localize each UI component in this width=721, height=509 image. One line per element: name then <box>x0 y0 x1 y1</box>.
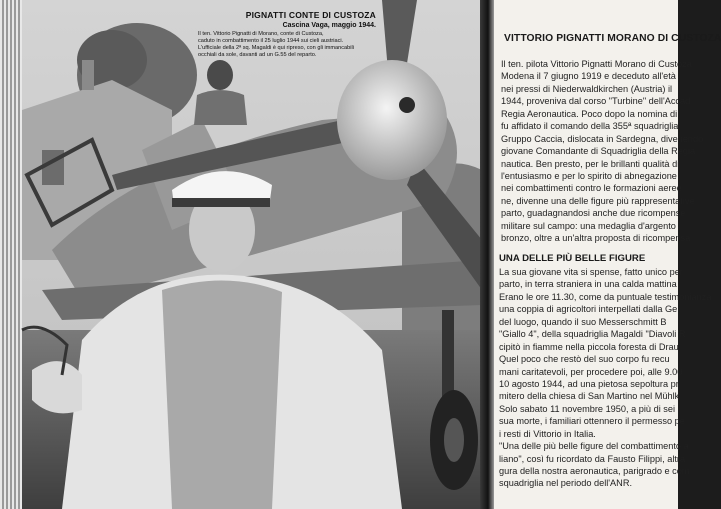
caption-title: PIGNATTI CONTE DI CUSTOZA <box>245 10 376 20</box>
paragraph-biography <box>501 58 704 245</box>
text-line: 1944, proveniva dal corso "Turbine" dell'Accad <box>501 96 691 107</box>
text-line: Modena il 7 giugno 1919 e deceduto all'età <box>501 71 676 82</box>
text-line: militare sul campo: una medaglia d'argento <box>501 220 676 231</box>
text-line: del luogo, quando il suo Messerschmitt B <box>499 316 667 327</box>
right-page <box>494 0 721 509</box>
text-line: nei pressi di Niederwaldkirchen (Austria) il <box>501 83 673 94</box>
text-line: Erano le ore 11.30, come da puntuale testimonianza <box>499 291 712 302</box>
article-title: VITTORIO PIGNATTI MORANO DI CUSTOZA <box>504 33 721 44</box>
mechanic <box>207 60 233 90</box>
text-line: Il ten. pilota Vittorio Pignatti Morano di Custoza <box>501 59 692 69</box>
photo-caption <box>198 10 376 59</box>
page-edge-stack <box>0 0 22 509</box>
text-line: Solo sabato 11 novembre 1950, a più di sei <box>499 403 676 414</box>
text-line: ne, divenne una delle figure più rappresentative <box>501 195 695 206</box>
text-line: mitero della chiesa di San Martino nel Mühlk <box>499 391 680 402</box>
text-line: squadriglia nel periodo dell'ANR. <box>499 478 633 489</box>
text-line: Quel poco che restò del suo corpo fu recu <box>499 354 670 365</box>
text-line: giovane Comandante di Squadriglia della Regia <box>501 146 696 157</box>
text-line: nautica. Ben presto, per le brillanti qualità di <box>501 158 680 169</box>
text-line: parto, guadagnandosi anche due ricompense <box>501 208 686 219</box>
text-line: una coppia di agricoltori interpellati dalla Ge <box>499 304 678 315</box>
text-line: cipitò in fiamme nella piccola foresta di Drau <box>499 341 679 352</box>
text-line: 10 agosto 1944, ad una pietosa sepoltura pr <box>499 378 679 389</box>
section-title: UNA DELLE PIÙ BELLE FIGURE <box>499 253 646 264</box>
caption-body <box>198 31 376 59</box>
propeller-spinner <box>337 60 447 180</box>
text-line: Gruppo Caccia, dislocata in Sardegna, divenendo <box>501 133 704 144</box>
caption-line: L'ufficiale della 2ª sq. Magaldi è qui ripreso, con gli immancabili <box>198 45 355 51</box>
text-line: La sua giovane vita si spense, fatto unico per <box>499 267 683 277</box>
text-line: i resti di Vittorio in Italia. <box>499 428 596 439</box>
text-line: "Una delle più belle figure del combattimento a <box>499 441 689 452</box>
text-line: "Giallo 4", della squadriglia Magaldi "Diavoli R <box>499 329 686 340</box>
text-line: mani caritatevoli, per procedere poi, alle 9.00 <box>499 366 683 377</box>
text-line: fu affidato il comando della 355ª squadriglia <box>501 121 679 132</box>
caption-subtitle: Cascina Vaga, maggio 1944. <box>282 22 376 29</box>
text-line: parto, in terra straniera in una calda mattina <box>499 279 677 290</box>
paragraph-death <box>499 266 712 490</box>
photo-pilot-and-aircraft <box>22 0 482 509</box>
text-line: liano", così fu ricordato da Fausto Filippi, altra <box>499 453 686 464</box>
text-line: l'entusiasmo e per lo spirito di abnegazione <box>501 170 677 181</box>
text-line: gura della nostra aeronautica, parigrado e com <box>499 466 690 476</box>
text-line: Regia Aeronautica. Poco dopo la nomina di <box>501 108 678 119</box>
caption-line: occhiali da sole, davanti ad un G.55 del reparto. <box>198 52 317 58</box>
text-line: nei combattimenti contro le formazioni aeree <box>501 183 682 194</box>
caption-line: Il ten. Vittorio Pignatti di Morano, conte di Custoza, <box>198 31 324 37</box>
text-line: bronzo, oltre a un'altra proposta di ricompensa <box>501 233 691 244</box>
caption-line: caduto in combattimento il 25 luglio 1944 sui cieli austriaci. <box>198 38 344 44</box>
text-line: sua morte, i familiari ottennero il permesso pe <box>499 416 685 427</box>
